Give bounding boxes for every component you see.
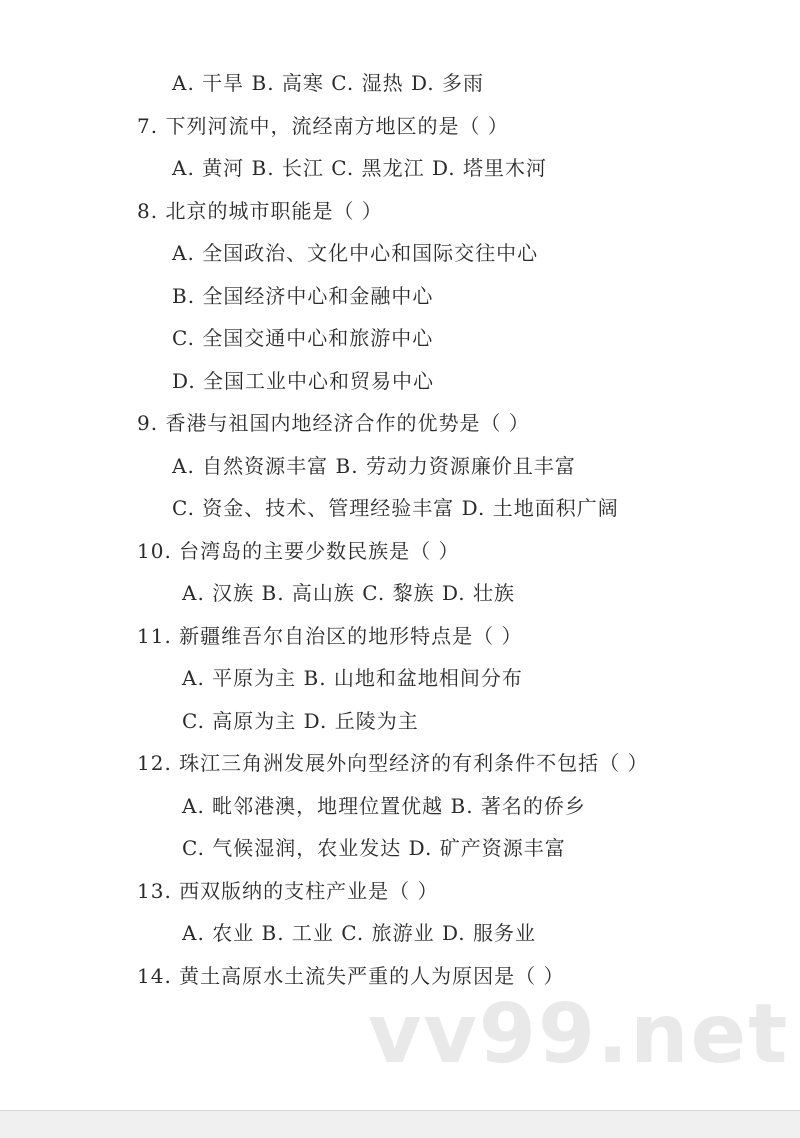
- q6-options: A. 干旱 B. 高寒 C. 湿热 D. 多雨: [172, 71, 484, 95]
- q14-question: 14. 黄土高原水土流失严重的人为原因是（ ）: [137, 964, 565, 988]
- viewer-bottom-bar: [0, 1110, 800, 1138]
- q12-options-ab: A. 毗邻港澳，地理位置优越 B. 著名的侨乡: [182, 794, 586, 818]
- q9-options-ab: A. 自然资源丰富 B. 劳动力资源廉价且丰富: [172, 454, 576, 478]
- q8-option-d: D. 全国工业中心和贸易中心: [172, 369, 435, 393]
- watermark: vv99.net: [368, 987, 790, 1082]
- q8-option-b: B. 全国经济中心和金融中心: [172, 284, 434, 308]
- q9-question: 9. 香港与祖国内地经济合作的优势是（ ）: [137, 411, 530, 435]
- q11-question: 11. 新疆维吾尔自治区的地形特点是（ ）: [137, 624, 523, 648]
- q7-options: A. 黄河 B. 长江 C. 黑龙江 D. 塔里木河: [172, 156, 547, 180]
- q8-option-c: C. 全国交通中心和旅游中心: [172, 326, 434, 350]
- q8-option-a: A. 全国政治、文化中心和国际交往中心: [172, 241, 539, 265]
- q10-options: A. 汉族 B. 高山族 C. 黎族 D. 壮族: [182, 581, 515, 605]
- q13-options: A. 农业 B. 工业 C. 旅游业 D. 服务业: [182, 921, 536, 945]
- q8-question: 8. 北京的城市职能是（ ）: [137, 199, 383, 223]
- q11-options-ab: A. 平原为主 B. 山地和盆地相间分布: [182, 666, 523, 690]
- q12-options-cd: C. 气候湿润，农业发达 D. 矿产资源丰富: [182, 836, 566, 860]
- q12-question: 12. 珠江三角洲发展外向型经济的有利条件不包括（ ）: [137, 751, 649, 775]
- q9-options-cd: C. 资金、技术、管理经验丰富 D. 土地面积广阔: [172, 496, 619, 520]
- q13-question: 13. 西双版纳的支柱产业是（ ）: [137, 879, 439, 903]
- q7-question: 7. 下列河流中，流经南方地区的是（ ）: [137, 114, 509, 138]
- q11-options-cd: C. 高原为主 D. 丘陵为主: [182, 709, 419, 733]
- q10-question: 10. 台湾岛的主要少数民族是（ ）: [137, 539, 460, 563]
